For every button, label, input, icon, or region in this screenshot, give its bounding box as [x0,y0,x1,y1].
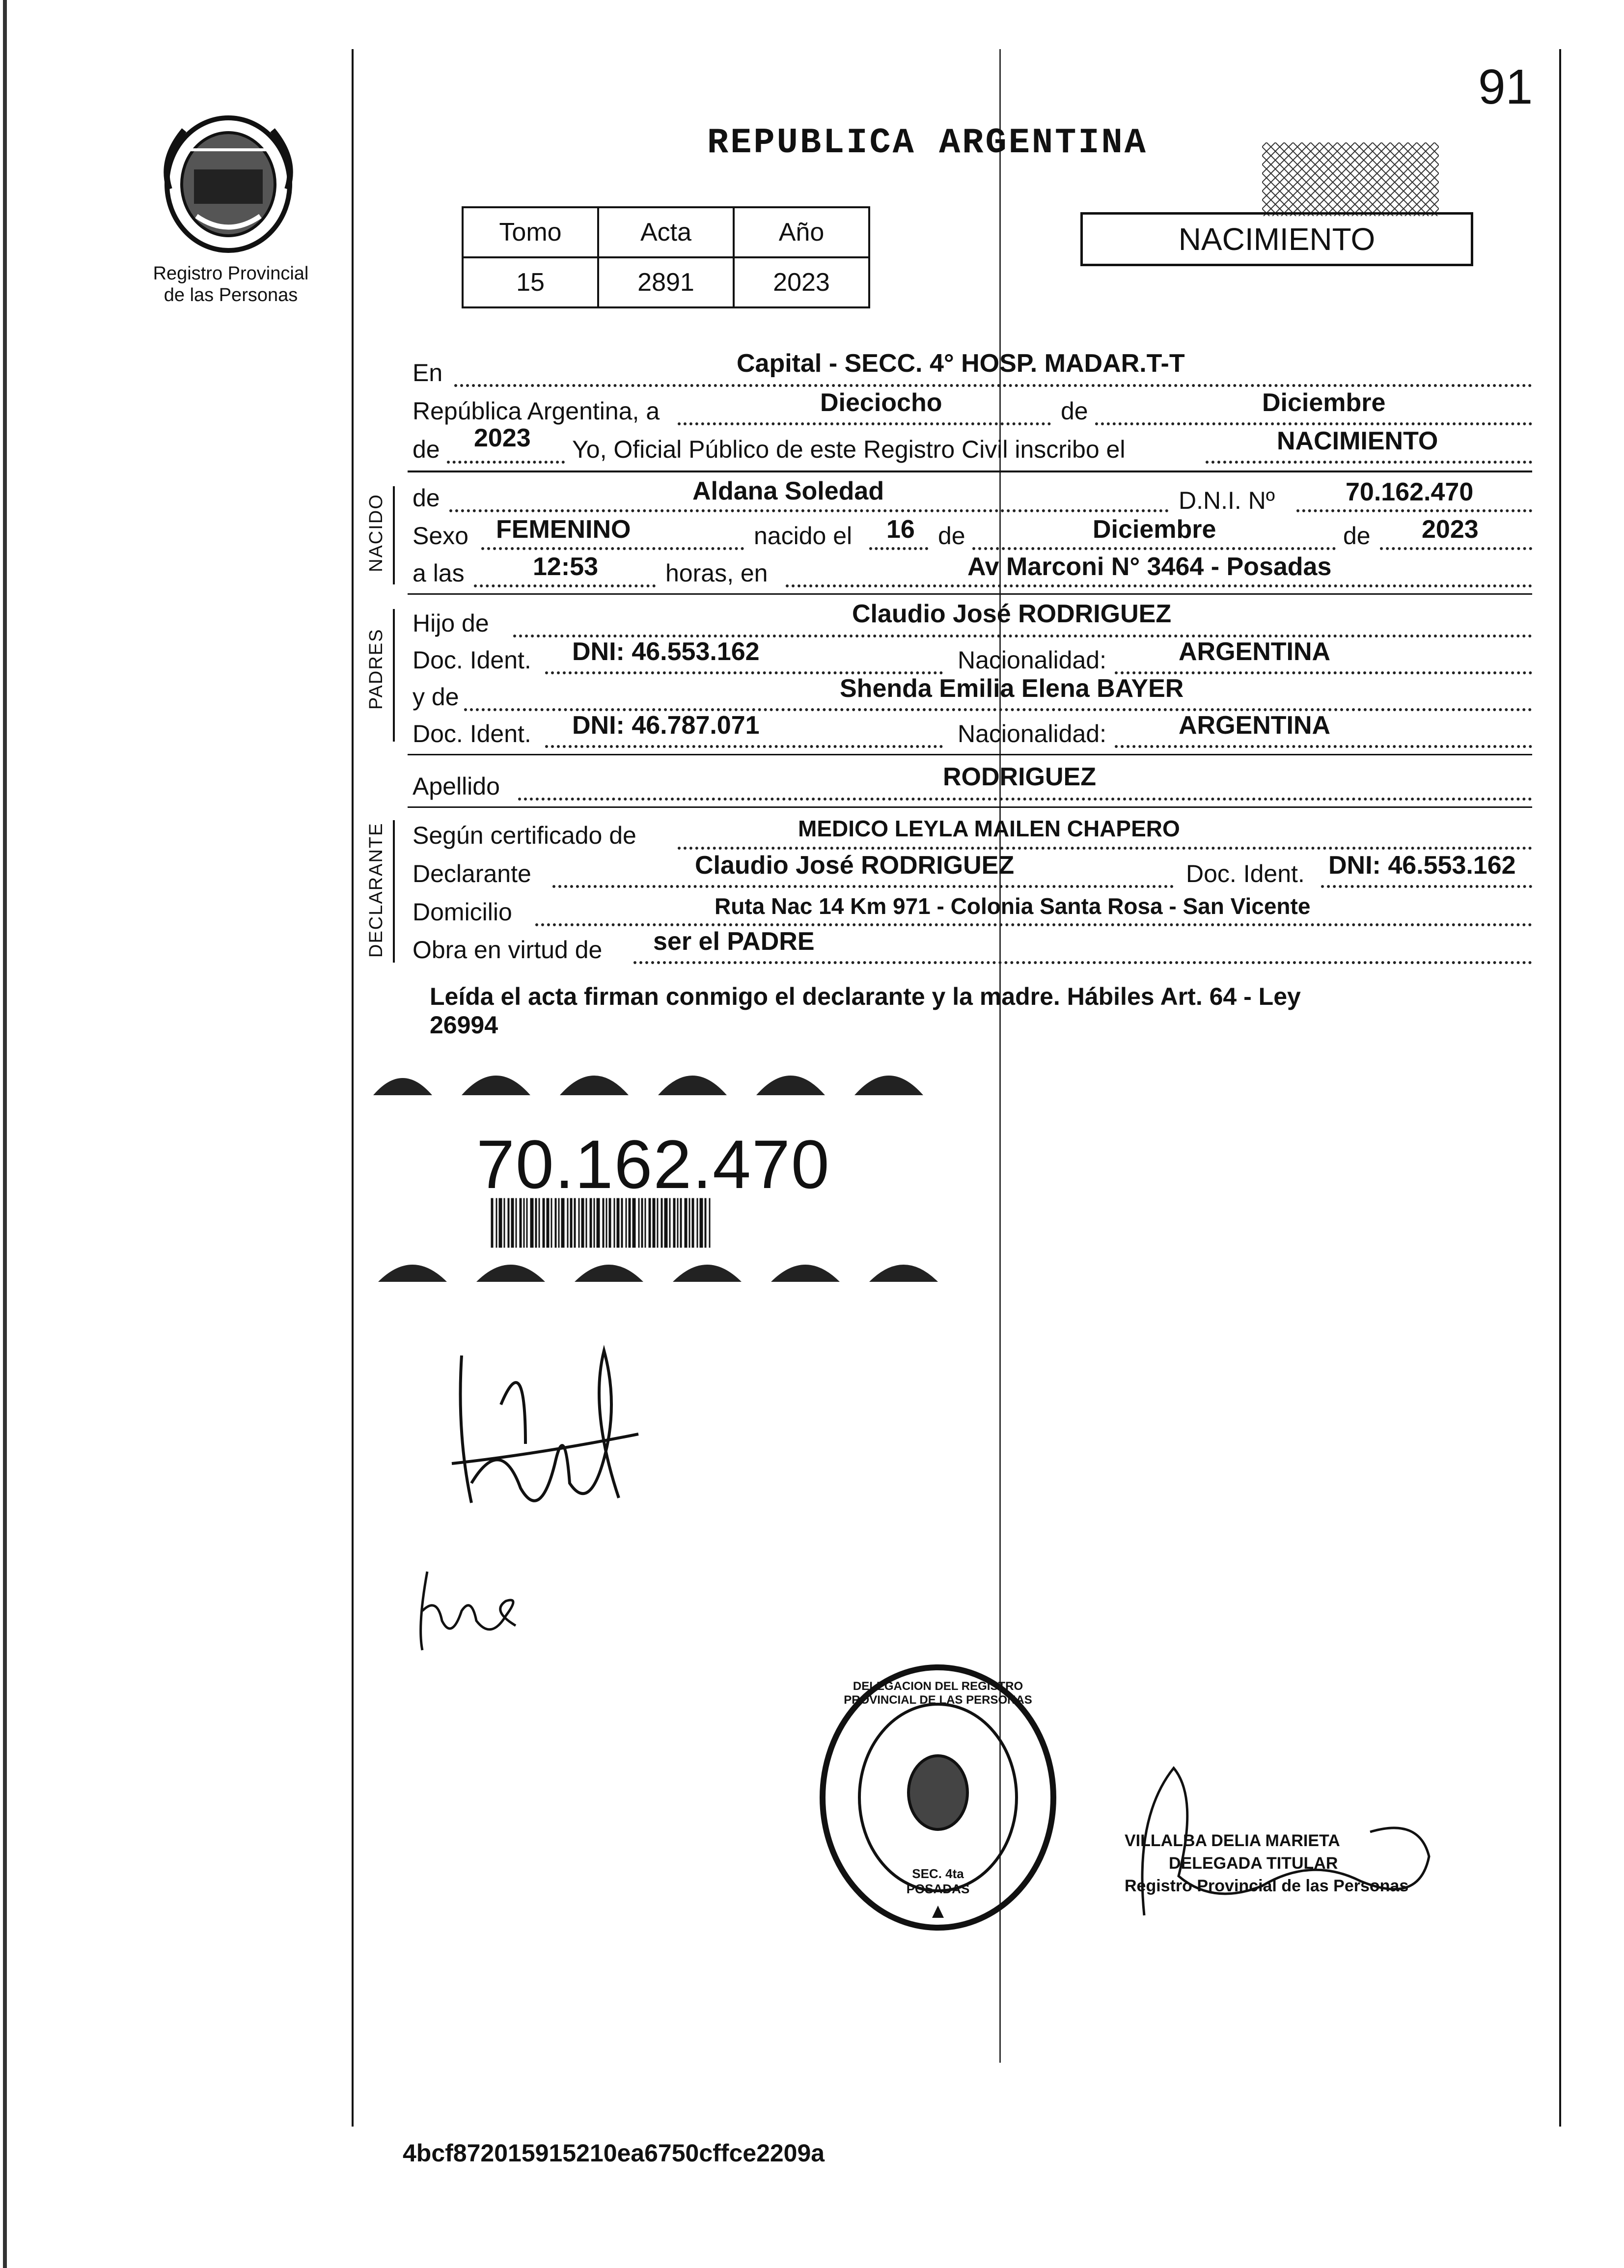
de2-label: de [413,436,440,463]
dotline [972,547,1336,550]
dotline [449,509,1169,512]
declarante-label: Declarante [413,860,531,887]
section-label-declarante: DECLARANTE [366,822,386,958]
closing-line-2: 26994 [430,1011,498,1039]
day-value: Dieciocho [820,388,942,417]
declarante-doc: DNI: 46.553.162 [1328,851,1516,880]
father-nationality: ARGENTINA [1179,637,1331,666]
dotline [552,885,1174,888]
obra-label: Obra en virtud de [413,936,603,964]
section-bracket [393,820,395,963]
horas-label: horas, en [665,559,768,587]
handwritten-signature-icon [442,1336,648,1542]
official-office: Registro Provincial de las Personas [1125,1877,1409,1895]
child-dni: 70.162.470 [1346,478,1474,506]
doc-ident-label: Doc. Ident. [413,646,531,674]
certificado-label: Según certificado de [413,822,636,849]
dotline [1095,422,1532,425]
table-header-anio: Año [734,207,869,257]
apellido-label: Apellido [413,773,500,800]
divider [408,806,1532,808]
declarante-doc-label: Doc. Ident. [1186,860,1305,887]
official-name-block [1125,1829,1408,1897]
child-name: Aldana Soledad [692,477,884,505]
section-label-padres: PADRES [366,628,386,710]
section-bracket [393,609,395,742]
page-number: 91 [1478,59,1533,114]
dotline [447,461,565,464]
closing-statement [430,982,1540,1039]
divider [408,754,1532,755]
obra-value: ser el PADRE [653,927,815,956]
father-name: Claudio José RODRIGUEZ [852,600,1172,628]
document-type-box [1080,212,1473,266]
closing-line-1: Leída el acta firman conmigo el declarante y la madre. Hábiles Art. 64 - Ley [430,983,1301,1010]
birth-day: 16 [886,515,915,544]
table-header-row [463,207,869,257]
father-doc: DNI: 46.553.162 [572,637,760,666]
stamp-inner-text: SEC. 4ta POSADAS [906,1866,970,1896]
security-pattern [1262,142,1439,216]
birth-year: 2023 [1422,515,1479,544]
birth-place: Av Marconi N° 3464 - Posadas [967,553,1332,581]
doc-ident-label-2: Doc. Ident. [413,720,531,747]
misiones-emblem-icon [155,111,302,258]
table-cell-anio: 2023 [734,257,869,307]
apellido-value: RODRIGUEZ [943,763,1096,791]
birth-month: Diciembre [1093,515,1216,544]
margin-line-right [1559,49,1561,2127]
scan-edge-line [3,0,7,2268]
document-title: REPUBLICA ARGENTINA [707,123,1148,163]
mother-doc: DNI: 46.787.071 [572,711,760,740]
dotline [1380,547,1532,550]
dotline [1296,509,1532,512]
dotline [786,584,1532,587]
domicilio-label: Domicilio [413,898,512,926]
signature-mother [408,1567,530,1655]
birth-time: 12:53 [533,553,598,581]
margin-line-left [352,49,354,2127]
signature-declarant [442,1336,648,1542]
nacionalidad-label: Nacionalidad: [958,646,1106,674]
table-cell-tomo: 15 [463,257,598,307]
declarante-name: Claudio José RODRIGUEZ [695,851,1015,880]
yde-label: y de [413,683,459,711]
province-logo [155,111,302,258]
dotline [678,847,1532,850]
section-label-nacido: NACIDO [366,494,386,572]
dotline [1206,461,1532,464]
logo-text [142,263,319,306]
handwritten-signature-icon [408,1567,530,1655]
domicilio-value: Ruta Nac 14 Km 971 - Colonia Santa Rosa - San Vicente [715,893,1311,919]
nacionalidad-label-2: Nacionalidad: [958,720,1106,747]
month-value: Diciembre [1262,388,1386,417]
dotline [474,584,656,587]
section-bracket [393,486,395,584]
guilloche-pattern-icon [1262,142,1439,216]
certificado-value: MEDICO LEYLA MAILEN CHAPERO [798,816,1180,841]
dotline [678,422,1051,425]
stamp-outer-text: DELEGACION DEL REGISTRO PROVINCIAL DE LAS PERSONAS [844,1680,1032,1707]
de-label-2: de [938,522,965,550]
mother-name: Shenda Emilia Elena BAYER [840,674,1184,703]
de-label-3: de [1343,522,1371,550]
year-value: 2023 [474,424,531,452]
official-role: DELEGADA TITULAR [1169,1854,1338,1873]
barcode-icon [491,1198,710,1247]
document-hash: 4bcf872015915210ea6750cffce2209a [403,2139,825,2167]
nacido-label: nacido el [754,522,853,550]
dotline [1115,745,1532,748]
table-header-acta: Acta [598,207,734,257]
de-name-label: de [413,484,440,512]
alas-label: a las [413,559,465,587]
dni-label: D.N.I. Nº [1179,487,1275,514]
de-label: de [1061,397,1088,425]
dotline [633,961,1532,964]
logo-line-1: Registro Provincial [153,263,309,284]
official-name: VILLALBA DELIA MARIETA [1125,1831,1340,1850]
sticker-id-number: 70.162.470 [476,1126,830,1203]
divider [408,470,1532,472]
divider [408,593,1532,595]
dotline [481,547,744,550]
document-type: NACIMIENTO [1178,221,1376,257]
hijo-label: Hijo de [413,609,489,637]
act-type-value: NACIMIENTO [1277,427,1438,455]
sexo-label: Sexo [413,522,468,550]
logo-line-2: de las Personas [164,285,298,305]
register-table [462,206,870,308]
mother-nationality: ARGENTINA [1179,711,1331,740]
dotline [535,923,1532,926]
dotline [545,745,943,748]
republica-label: República Argentina, a [413,397,660,425]
dotline [454,384,1532,387]
official-stamp [815,1660,1061,1935]
en-label: En [413,359,443,387]
table-cell-acta: 2891 [598,257,734,307]
officer-text: Yo, Oficial Público de este Registro Civil inscribo el [572,436,1126,463]
id-sticker [368,1051,948,1282]
table-header-tomo: Tomo [463,207,598,257]
sexo-value: FEMENINO [496,515,631,544]
dotline [518,798,1532,801]
place-value: Capital - SECC. 4° HOSP. MADAR.T-T [737,349,1185,378]
table-row [463,257,869,307]
dotline [1321,885,1532,888]
dotline [869,547,928,550]
